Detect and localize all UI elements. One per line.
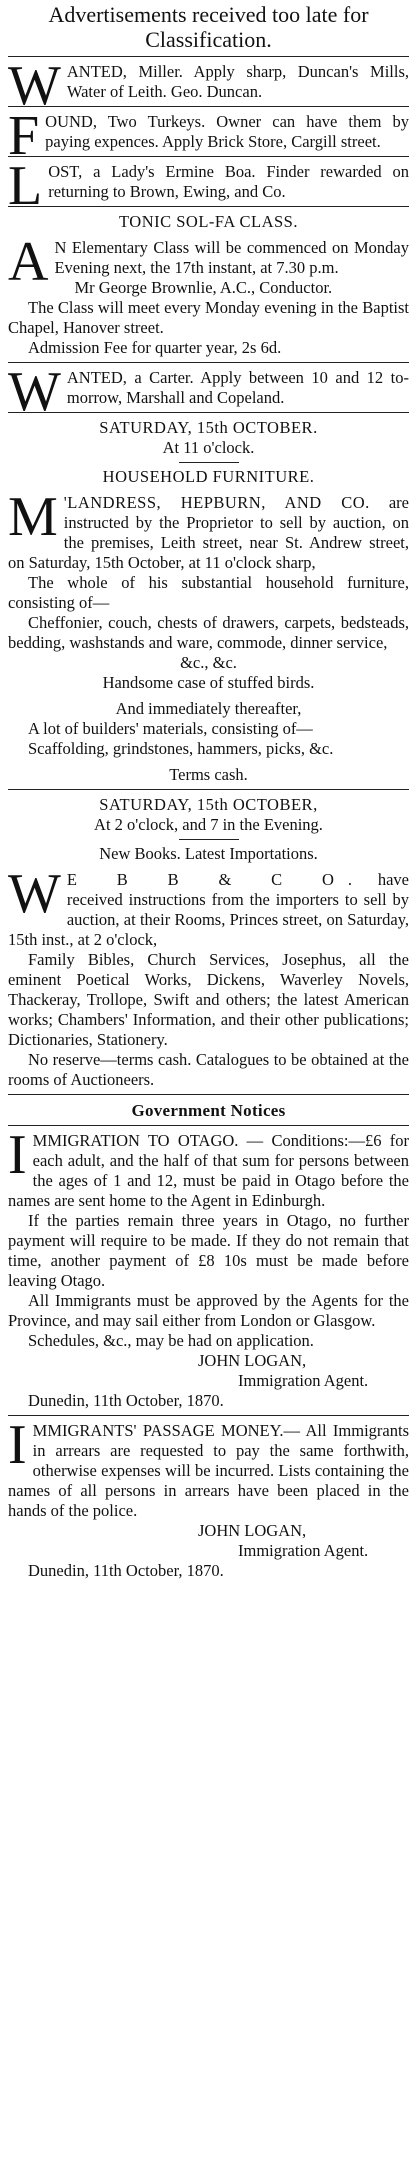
drop-cap: I <box>8 1414 27 1476</box>
divider <box>8 1415 409 1416</box>
ad-boa <box>8 155 409 217</box>
drop-cap: M <box>8 486 58 548</box>
divider <box>8 412 409 413</box>
drop-cap: I <box>8 1124 27 1186</box>
furniture-lot: A lot of builders' materials, consisting of— <box>28 719 313 738</box>
gov-heading: Government Notices <box>131 1101 286 1120</box>
divider <box>179 462 239 463</box>
ad-text: ANTED, a Carter. Apply between 10 and 12 to-morrow, Marshall and Copeland. <box>66 368 409 407</box>
divider <box>8 56 409 57</box>
divider <box>8 1094 409 1095</box>
ad-text: OUND, Two Turkeys. Owner can have them by paying expences. Apply Brick Store, Cargill street. <box>45 112 409 151</box>
ad-text: are instructed by the Proprietor to sell by auction, on the premises, Leith street, near St. Andrew street, on Saturday, 15th October, at 11 o'clock sharp, <box>8 493 409 572</box>
divider <box>8 789 409 790</box>
drop-cap: W <box>8 361 61 423</box>
ad-text: MMIGRANTS' PASSAGE MONEY.— All Immigrants in arrears are requested to pay the same forthwith, otherwise expenses will be incurred. Lists containing the names of all persons in arrears have been placed in the hands of the police. <box>8 1421 409 1520</box>
ad-passage <box>8 1414 409 1521</box>
furniture-whole: The whole of his substantial household furniture, consisting of— <box>8 573 409 612</box>
drop-cap: F <box>8 105 40 167</box>
ad-immigration <box>8 1124 409 1211</box>
furniture-date: SATURDAY, 15th OCTOBER. <box>99 418 318 437</box>
gov-p2: If the parties remain three years in Otago, no further payment will require to be made. If they do not remain that time, another payment of £8 10s must be made before leaving Otago. <box>8 1211 409 1290</box>
gov-dateline: Dunedin, 11th October, 1870. <box>28 1391 224 1410</box>
books-date: SATURDAY, 15th OCTOBER, <box>99 795 318 814</box>
divider <box>179 839 239 840</box>
drop-cap: L <box>8 155 43 217</box>
ad-books <box>8 863 409 950</box>
gov-p3: All Immigrants must be approved by the Agents for the Province, and may sail either from London or Glasgow. <box>8 1291 409 1330</box>
divider <box>8 206 409 207</box>
ad-miller <box>8 55 409 117</box>
ad-text: N Elementary Class will be commenced on Monday Evening next, the 17th instant, at 7.30 p.m. <box>54 238 409 277</box>
page-title: Advertisements received too late for Classification. <box>48 2 369 52</box>
ad-turkeys <box>8 105 409 167</box>
divider <box>8 156 409 157</box>
ad-text: OST, a Lady's Ermine Boa. Finder rewarded on returning to Brown, Ewing, and Co. <box>48 162 409 201</box>
passage-dateline: Dunedin, 11th October, 1870. <box>28 1561 224 1580</box>
tonic-conductor: Mr George Brownlie, A.C., Conductor. <box>74 278 333 297</box>
newspaper-column <box>8 0 409 1581</box>
divider <box>8 362 409 363</box>
gov-p4: Schedules, &c., may be had on application. <box>28 1331 314 1350</box>
furniture-items: Cheffonier, couch, chests of drawers, carpets, bedsteads, bedding, washstands and ware, commode, dinner service, <box>8 613 409 652</box>
books-reserve: No reserve—terms cash. Catalogues to be obtained at the rooms of Auctioneers. <box>8 1050 409 1089</box>
divider <box>8 1125 409 1126</box>
passage-signature: JOHN LOGAN, <box>198 1521 307 1540</box>
tonic-heading: TONIC SOL-FA CLASS. <box>119 212 298 231</box>
ad-furniture <box>8 486 409 573</box>
drop-cap: A <box>8 231 49 293</box>
drop-cap: W <box>8 863 61 925</box>
furniture-etc: &c., &c. <box>180 653 237 672</box>
furniture-time: At 11 o'clock. <box>162 438 255 457</box>
ad-text: ANTED, Miller. Apply sharp, Duncan's Mills, Water of Leith. Geo. Duncan. <box>66 62 409 101</box>
ad-carter <box>8 361 409 423</box>
tonic-meet: The Class will meet every Monday evening in the Baptist Chapel, Hanover street. <box>8 298 409 337</box>
divider <box>8 106 409 107</box>
furniture-heading: HOUSEHOLD FURNITURE. <box>102 467 315 486</box>
books-time: At 2 o'clock, and 7 in the Evening. <box>94 815 323 834</box>
passage-role: Immigration Agent. <box>238 1541 369 1560</box>
ad-text: have received instructions from the importers to sell by auction, at their Rooms, Princes street, on Saturday, 15th inst., at 2 o'clock, <box>8 870 409 949</box>
ad-text: MMIGRATION TO OTAGO. — Conditions:—£6 for each adult, and the half of that sum for persons between the ages of 1 and 12, must be paid in Otago before the names are sent home to the Agent in Edinburgh. <box>8 1131 409 1210</box>
tonic-fee: Admission Fee for quarter year, 2s 6d. <box>28 338 282 357</box>
firm-name: E B B & C O. <box>66 870 366 889</box>
gov-role: Immigration Agent. <box>238 1371 369 1390</box>
gov-signature: JOHN LOGAN, <box>198 1351 307 1370</box>
furniture-terms: Terms cash. <box>169 765 248 784</box>
books-list: Family Bibles, Church Services, Josephus, all the eminent Poetical Works, Dickens, Waverley Novels, Thackeray, Trollope, Swift and others; the latest American works; Chambers' Information, and their other publications; Dictionaries, Stationery. <box>8 950 409 1049</box>
firm-name: 'LANDRESS, HEPBURN, AND CO. <box>63 493 370 512</box>
furniture-after: And immediately thereafter, <box>115 699 302 718</box>
furniture-birds: Handsome case of stuffed birds. <box>102 673 315 692</box>
books-heading: New Books. Latest Importations. <box>99 844 318 863</box>
drop-cap: W <box>8 55 61 117</box>
furniture-scaff: Scaffolding, grindstones, hammers, picks, &c. <box>28 739 334 758</box>
